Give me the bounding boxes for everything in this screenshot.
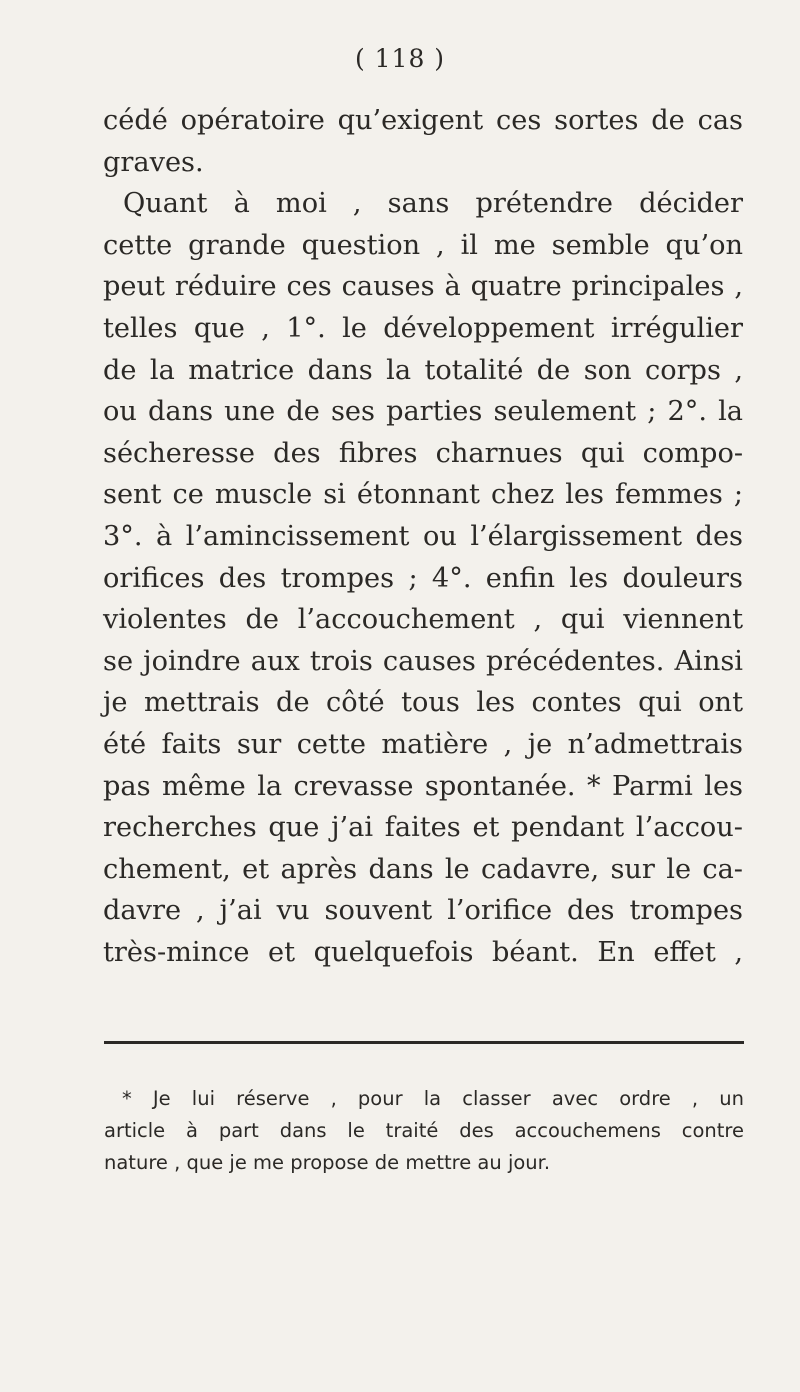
- text-line: 3°. à l’amincissement ou l’élargissement des: [103, 520, 743, 552]
- footnote: [104, 1083, 744, 1179]
- text-line: telles que , 1°. le développement irrégulier: [103, 312, 743, 344]
- text-line: davre , j’ai vu souvent l’orifice des trompes: [103, 895, 743, 927]
- text-line: se joindre aux trois causes précédentes. Ainsi: [103, 645, 743, 677]
- text-line: de la matrice dans la totalité de son corps ,: [103, 354, 743, 386]
- text-line: cette grande question , il me semble qu’on: [103, 229, 743, 261]
- footnote-line: nature , que je me propose de mettre au jour.: [104, 1151, 551, 1174]
- text-line: ou dans une de ses parties seulement ; 2°. la: [103, 396, 743, 428]
- text-line: peut réduire ces causes à quatre principales ,: [103, 271, 743, 303]
- text-line: très-mince et quelquefois béant. En effet ,: [103, 936, 743, 968]
- text-line: sécheresse des fibres charnues qui compo-: [103, 437, 743, 469]
- text-line: recherches que j’ai faites et pendant l’accou-: [103, 812, 743, 844]
- text-line: orifices des trompes ; 4°. enfin les douleurs: [103, 562, 743, 594]
- text-line: sent ce muscle si étonnant chez les femmes ;: [103, 479, 743, 511]
- footnote-divider: [104, 1041, 744, 1044]
- text-line: violentes de l’accouchement , qui viennent: [103, 604, 743, 636]
- text-line: pas même la crevasse spontanée. * Parmi les: [103, 770, 743, 802]
- text-line: cédé opératoire qu’exigent ces sortes de cas: [103, 105, 743, 136]
- text-line: Quant à moi , sans prétendre décider: [123, 188, 743, 220]
- text-line: graves.: [103, 146, 204, 178]
- text-line: chement, et après dans le cadavre, sur le ca-: [103, 853, 743, 885]
- body-text: [103, 100, 743, 973]
- page-number: ( 118 ): [354, 44, 446, 73]
- footnote-line: * Je lui réserve , pour la classer avec ordre , un: [122, 1087, 744, 1110]
- footnote-line: article à part dans le traité des accouchemens contre: [104, 1119, 744, 1142]
- text-line: été faits sur cette matière , je n’admettrais: [103, 728, 743, 760]
- text-line: je mettrais de côté tous les contes qui ont: [103, 687, 743, 719]
